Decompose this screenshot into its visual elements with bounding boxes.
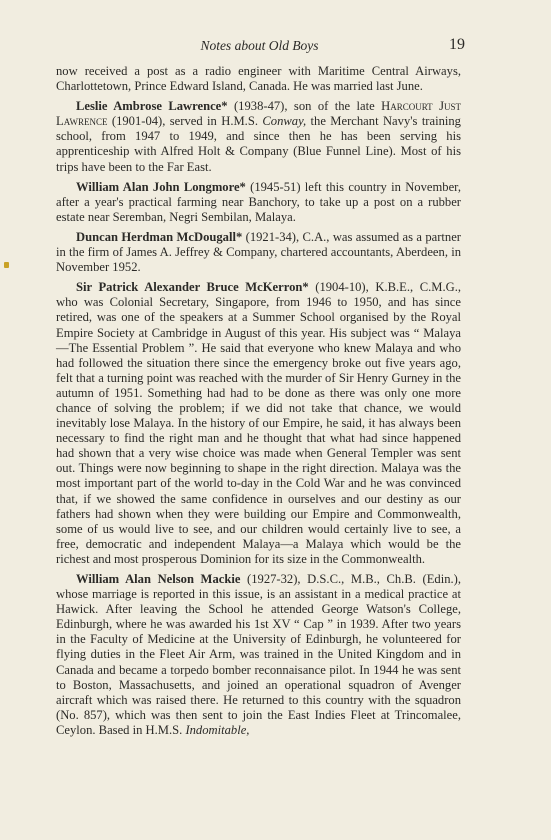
- body-text: [56, 64, 461, 743]
- ship-name: Indomitable,: [185, 722, 250, 737]
- entry-name: Leslie Ambrose Lawrence*: [76, 99, 228, 114]
- entry-mcdougall: Duncan Herdman McDougall* (1921-34), C.A., was assumed as a partner in the firm of James A. Jeffrey & Company, chartered accountants, Aberdeen, in November 1952.: [56, 229, 461, 275]
- entry-name: Duncan Herdman McDougall*: [76, 229, 243, 244]
- page-number: 19: [449, 36, 465, 53]
- running-head: [56, 38, 463, 58]
- ship-name: Conway,: [262, 114, 307, 129]
- running-title: Notes about Old Boys: [200, 38, 319, 53]
- parent-name: Harcourt Just Lawrence: [56, 99, 461, 129]
- entry-name: Sir Patrick Alexander Bruce McKerron*: [76, 280, 309, 295]
- paragraph-continued: now received a post as a radio engineer with Maritime Central Airways, Charlottetown, Prince Edward Island, Canada. He was married last June.: [56, 64, 461, 94]
- entry-lawrence: Leslie Ambrose Lawrence* (1938-47), son of the late Harcourt Just Lawrence (1901-04), served in H.M.S. Conway, the Merchant Navy's training school, from 1947 to 1949, and since then he has been serving his apprenticeship with Alfred Holt & Company (Blue Funnel Line). Most of his trips have been to the Far East.: [56, 99, 461, 174]
- entry-name: William Alan John Longmore*: [76, 179, 246, 194]
- entry-name: William Alan Nelson Mackie: [76, 572, 241, 586]
- entry-longmore: William Alan John Longmore* (1945-51) left this country in November, after a year's practical farming near Banchory, to take up a post on a rubber estate near Seremban, Negri Sembilan, Malaya.: [56, 179, 461, 224]
- entry-mckerron: Sir Patrick Alexander Bruce McKerron* (1904-10), K.B.E., C.M.G., who was Colonial Secretary, Singapore, from 1946 to 1950, and has since retired, was one of the speakers at a Summer School organised by the Royal Empire Society at Cambridge in August of this year. His subject was “ Malaya—The Essential Problem ”. He said that everyone who knew Malaya and who had followed the situation there since the emergency broke out five years ago, felt that a turning point was reached with the murder of Sir Henry Gurney in the autumn of 1951. Something had had to be done as there was only one more chance of solving the problem; if we did not take that chance, we would inevitably lose Malaya. In the history of our Empire, he said, it has always been necessary to find the right man and he thought that what had since happened had shown that a very wise choice was made when General Templer was sent out. Things were now beginning to shape in the right direction. Malaya was the most important part of the world to-day in the Cold War and he was convinced that, if we showed the same confidence in ourselves and our destiny as our fathers had shown when they were building our Empire and Commonwealth, some of us would live to see, and our children would certainly live to see, a free, democratic and independent Malaya—a Malaya which would be the richest and most prosperous Dominion for its size in the Commonwealth.: [56, 280, 462, 566]
- margin-marker: [4, 262, 9, 268]
- entry-mackie: William Alan Nelson Mackie (1927-32), D.S.C., M.B., Ch.B. (Edin.), whose marriage is reported in this issue, is an assistant in a medical practice at Hawick. After leaving the School he attended George Watson's College, Edinburgh, where he was awarded his 1st XV “ Cap ” in 1939. After two years in the Faculty of Medicine at the University of Edinburgh, he volunteered for flying duties in the Fleet Air Arm, was trained in the United Kingdom and in Canada and became a torpedo bomber reconnaisance pilot. In 1944 he was sent to Boston, Massachusetts, and joined an operational squadron of Avenger aircraft which was raised there. He returned to this country with the squadron (No. 857), which was then sent to join the East Indies Fleet at Trincomalee, Ceylon. Based in H.M.S. Indomitable,: [56, 572, 461, 737]
